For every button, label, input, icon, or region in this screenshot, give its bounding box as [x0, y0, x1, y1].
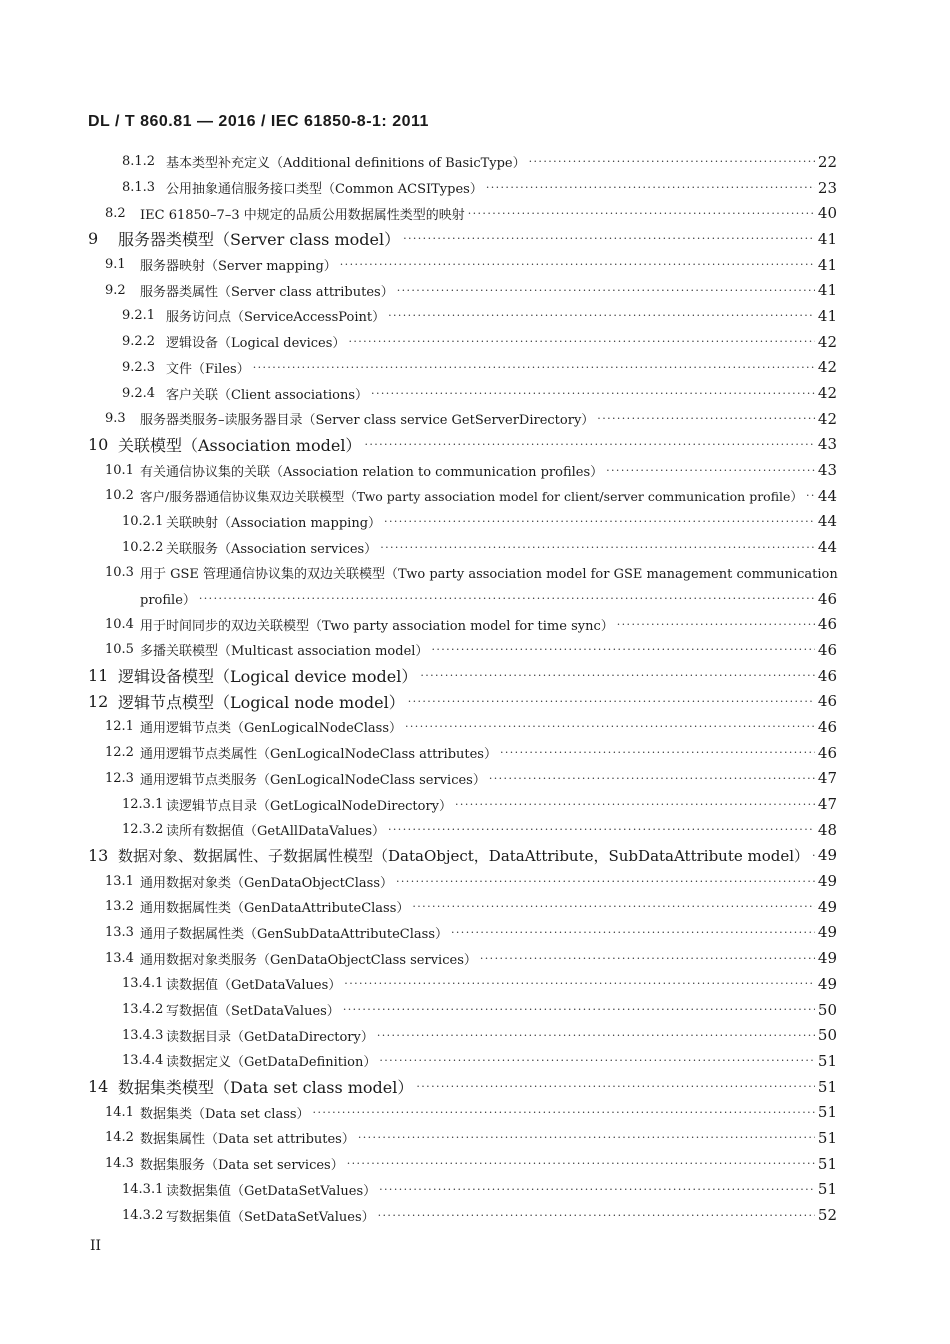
toc-entry-number: 13.4	[105, 950, 134, 966]
toc-entry[interactable]	[0, 303, 950, 329]
toc-entry-title: 用于时间同步的双边关联模型（Two party association model for time sync）	[140, 618, 614, 634]
page-number: II	[90, 1238, 102, 1254]
toc-entry-number: 9.2.3	[122, 359, 156, 375]
toc-entry-title: 关联模型（Association model）	[118, 435, 362, 455]
toc-entry-page: 42	[817, 358, 837, 377]
toc-entry-page: 23	[817, 178, 837, 197]
toc-entry[interactable]	[0, 663, 950, 689]
toc-entry-number: 9.2.4	[122, 385, 156, 401]
dot-leader	[348, 335, 814, 348]
toc-entry-page: 51	[817, 1154, 837, 1173]
toc-entry[interactable]	[0, 997, 950, 1023]
toc-entry[interactable]	[0, 920, 950, 946]
toc-entry-number: 10	[88, 434, 109, 454]
toc-entry-title: 读逻辑节点目录（GetLogicalNodeDirectory）	[166, 798, 453, 814]
toc-entry-number: 12.3.1	[122, 796, 164, 812]
toc-entry-page: 42	[817, 409, 837, 428]
toc-entry-number: 14.1	[105, 1104, 134, 1120]
toc-entry[interactable]	[0, 149, 950, 175]
dot-leader	[412, 900, 815, 913]
toc-entry-number: 10.1	[105, 462, 134, 478]
dot-leader	[340, 258, 815, 271]
toc-entry-title: 数据对象、数据属性、子数据属性模型（DataObject，DataAttribute，SubDataAttribute model）	[118, 846, 810, 865]
toc-entry[interactable]	[0, 483, 950, 509]
toc-entry[interactable]	[0, 740, 950, 766]
toc-entry-number: 14.3.2	[122, 1207, 164, 1223]
dot-leader	[377, 1029, 815, 1042]
toc-entry-page: 52	[817, 1206, 837, 1225]
toc-entry-number: 8.1.2	[122, 154, 156, 170]
dot-leader	[313, 1106, 815, 1119]
toc-entry-number: 13.4.1	[122, 976, 164, 992]
dot-leader	[344, 977, 815, 990]
toc-entry-number: 13.4.4	[122, 1053, 164, 1069]
toc-entry-number: 9	[88, 229, 99, 249]
toc-entry-title: 写数据集值（SetDataSetValues）	[166, 1209, 375, 1225]
dot-leader	[468, 207, 815, 220]
toc-entry-page: 49	[817, 923, 837, 942]
toc-entry-page: 41	[817, 255, 837, 274]
toc-entry-page: 46	[817, 615, 837, 634]
toc-entry-page: 51	[817, 1103, 837, 1122]
toc-entry-title: 数据集类模型（Data set class model）	[118, 1078, 414, 1098]
toc-entry-page: 50	[817, 1000, 837, 1019]
dot-leader	[408, 695, 815, 708]
dot-leader	[380, 541, 815, 554]
toc-entry-number: 10.2.1	[122, 513, 164, 529]
toc-entry-title: 服务器映射（Server mapping）	[140, 259, 337, 275]
toc-entry[interactable]	[0, 380, 950, 406]
dot-leader	[405, 720, 815, 733]
toc-entry-title: 通用逻辑节点类属性（GenLogicalNodeClass attributes）	[140, 747, 497, 763]
dot-leader	[364, 438, 814, 451]
toc-entry-title: 服务器类属性（Server class attributes）	[140, 284, 394, 300]
toc-entry-title: 读数据目录（GetDataDirectory）	[166, 1029, 374, 1045]
dot-leader	[451, 926, 815, 939]
toc-entry-number: 10.5	[105, 642, 134, 658]
toc-entry-page: 49	[817, 872, 837, 891]
toc-entry-number: 10.2	[105, 488, 134, 504]
toc-entry-number: 13.1	[105, 873, 134, 889]
toc-entry-page: 46	[817, 666, 837, 685]
dot-leader	[617, 618, 815, 631]
dot-leader	[396, 875, 815, 888]
toc-entry-title: IEC 61850–7–3 中规定的品质公用数据属性类型的映射	[140, 207, 465, 223]
toc-entry-title-continuation: profile）	[140, 593, 196, 609]
toc-entry[interactable]	[0, 611, 950, 637]
toc-entry-page: 49	[817, 974, 837, 993]
toc-entry[interactable]	[0, 1177, 950, 1203]
toc-entry[interactable]	[0, 1202, 950, 1228]
toc-entry-number: 13.2	[105, 899, 134, 915]
toc-entry-number: 8.2	[105, 205, 126, 221]
toc-entry[interactable]	[0, 406, 950, 432]
toc-entry[interactable]	[0, 766, 950, 792]
dot-leader	[347, 1157, 815, 1170]
toc-entry-title: 数据集服务（Data set services）	[140, 1158, 344, 1174]
toc-entry-title: 读所有数据值（GetAllDataValues）	[166, 824, 385, 840]
toc-entry[interactable]	[0, 1125, 950, 1151]
toc-entry-title: 客户关联（Client associations）	[166, 387, 369, 403]
toc-entry-page: 46	[817, 717, 837, 736]
toc-entry-title: 基本类型补充定义（Additional definitions of BasicType）	[166, 156, 526, 172]
toc-entry-page: 51	[817, 1051, 837, 1070]
dot-leader	[480, 952, 815, 965]
toc-entry-page: 47	[817, 795, 837, 814]
toc-entry-title: 读数据定义（GetDataDefinition）	[166, 1055, 377, 1071]
toc-entry-number: 13.3	[105, 924, 134, 940]
toc-entry[interactable]	[0, 894, 950, 920]
dot-leader	[812, 849, 815, 862]
toc-entry-page: 49	[817, 897, 837, 916]
toc-entry-title: 有关通信协议集的关联（Association relation to communication profiles）	[140, 464, 604, 480]
toc-entry-number: 13.4.2	[122, 1002, 164, 1018]
toc-entry-number: 10.4	[105, 616, 134, 632]
toc-entry-title: 通用数据属性类（GenDataAttributeClass）	[140, 901, 410, 917]
dot-leader	[806, 489, 815, 502]
toc-entry-page: 48	[817, 820, 837, 839]
toc-entry[interactable]	[0, 791, 950, 817]
toc-entry[interactable]	[0, 1099, 950, 1125]
toc-entry-page: 42	[817, 384, 837, 403]
toc-entry-page: 46	[817, 743, 837, 762]
dot-leader	[455, 798, 815, 811]
toc-entry-page: 42	[817, 332, 837, 351]
toc-entry[interactable]	[0, 175, 950, 201]
toc-entry-number: 12.3	[105, 770, 134, 786]
dot-leader	[416, 1080, 815, 1093]
document-header: DL / T 860.81 — 2016 / IEC 61850-8-1: 2011	[88, 113, 429, 130]
toc-entry-title: 逻辑节点模型（Logical node model）	[118, 692, 405, 712]
table-of-contents	[0, 149, 950, 1228]
dot-leader	[199, 592, 815, 605]
toc-entry-title: 关联服务（Association services）	[166, 541, 378, 557]
toc-entry[interactable]	[0, 817, 950, 843]
toc-entry-page: 49	[817, 846, 837, 865]
toc-entry-number: 9.2.2	[122, 334, 156, 350]
toc-entry-number: 10.3	[105, 565, 134, 581]
toc-entry[interactable]	[0, 200, 950, 226]
toc-entry-title: 通用子数据属性类（GenSubDataAttributeClass）	[140, 926, 448, 942]
toc-entry[interactable]	[0, 1151, 950, 1177]
toc-entry[interactable]	[0, 714, 950, 740]
dot-leader	[379, 1054, 815, 1067]
toc-entry[interactable]	[0, 432, 950, 458]
toc-entry-title: 服务器类模型（Server class model）	[118, 230, 401, 250]
toc-entry[interactable]	[0, 868, 950, 894]
toc-entry-page: 51	[817, 1180, 837, 1199]
toc-entry[interactable]	[0, 534, 950, 560]
toc-entry-title: 通用数据对象类（GenDataObjectClass）	[140, 875, 394, 891]
toc-entry[interactable]	[0, 226, 950, 252]
toc-entry[interactable]	[0, 688, 950, 714]
toc-entry-number: 9.1	[105, 257, 126, 273]
toc-entry-title: 数据集类（Data set class）	[140, 1106, 310, 1122]
toc-entry-title: 数据集属性（Data set attributes）	[140, 1132, 355, 1148]
toc-entry-number: 11	[88, 666, 109, 686]
toc-entry-title: 多播关联模型（Multicast association model）	[140, 644, 429, 660]
dot-leader	[500, 746, 815, 759]
toc-entry[interactable]	[0, 457, 950, 483]
toc-entry-number: 8.1.3	[122, 180, 156, 196]
toc-entry[interactable]	[0, 1048, 950, 1074]
toc-entry-number: 14.2	[105, 1130, 134, 1146]
dot-leader	[388, 309, 815, 322]
toc-entry-page: 41	[817, 306, 837, 325]
toc-entry[interactable]	[0, 355, 950, 381]
toc-entry-title: 读数据集值（GetDataSetValues）	[166, 1183, 377, 1199]
toc-entry-title: 写数据值（SetDataValues）	[166, 1004, 340, 1020]
toc-entry-title: 公用抽象通信服务接口类型（Common ACSITypes）	[166, 182, 483, 198]
toc-entry[interactable]	[0, 329, 950, 355]
dot-leader	[379, 1183, 815, 1196]
toc-entry-page: 44	[817, 512, 837, 531]
dot-leader	[529, 155, 815, 168]
dot-leader	[253, 361, 815, 374]
toc-entry[interactable]	[0, 637, 950, 663]
toc-entry-number: 14	[88, 1077, 109, 1097]
toc-entry-number: 12	[88, 691, 109, 711]
toc-entry-number: 12.3.2	[122, 822, 164, 838]
toc-entry-title: 通用逻辑节点类（GenLogicalNodeClass）	[140, 721, 402, 737]
toc-entry-title: 通用逻辑节点类服务（GenLogicalNodeClass services）	[140, 772, 486, 788]
toc-entry-number: 12.1	[105, 719, 134, 735]
toc-entry-title: 关联映射（Association mapping）	[166, 515, 382, 531]
toc-entry-title: 读数据值（GetDataValues）	[166, 978, 342, 994]
dot-leader	[420, 669, 815, 682]
toc-entry-page: 44	[817, 538, 837, 557]
toc-entry-number: 9.3	[105, 411, 126, 427]
toc-entry-title: 用于 GSE 管理通信协议集的双边关联模型（Two party association model for GSE management communication	[140, 567, 838, 583]
dot-leader	[606, 464, 815, 477]
toc-entry[interactable]	[0, 509, 950, 535]
toc-entry-page: 41	[817, 281, 837, 300]
toc-entry-page: 41	[817, 229, 837, 248]
dot-leader	[384, 515, 815, 528]
toc-entry-title: 服务访问点（ServiceAccessPoint）	[166, 310, 386, 326]
toc-entry-page: 51	[817, 1077, 837, 1096]
toc-entry[interactable]	[0, 560, 950, 586]
toc-entry-number: 13.4.3	[122, 1027, 164, 1043]
dot-leader	[489, 772, 815, 785]
dot-leader	[431, 643, 814, 656]
dot-leader	[343, 1003, 815, 1016]
dot-leader	[403, 232, 815, 245]
toc-entry-number: 10.2.2	[122, 539, 164, 555]
toc-entry-page: 49	[817, 949, 837, 968]
toc-entry-title: 客户/服务器通信协议集双边关联模型（Two party association model for client/server communication profile）	[140, 488, 803, 504]
dot-leader	[486, 181, 815, 194]
toc-entry-page: 44	[817, 486, 837, 505]
toc-entry[interactable]	[0, 843, 950, 869]
toc-entry-continuation[interactable]	[0, 586, 950, 612]
dot-leader	[358, 1131, 815, 1144]
toc-entry-page: 50	[817, 1026, 837, 1045]
toc-entry[interactable]	[0, 971, 950, 997]
dot-leader	[371, 387, 815, 400]
toc-entry[interactable]	[0, 277, 950, 303]
toc-entry[interactable]	[0, 252, 950, 278]
dot-leader	[388, 823, 815, 836]
toc-entry-title: 逻辑设备（Logical devices）	[166, 336, 346, 352]
toc-entry-page: 43	[817, 461, 837, 480]
toc-entry-title: 文件（Files）	[166, 361, 250, 377]
toc-entry[interactable]	[0, 945, 950, 971]
toc-entry[interactable]	[0, 1074, 950, 1100]
toc-entry-page: 51	[817, 1128, 837, 1147]
toc-entry-page: 46	[817, 640, 837, 659]
toc-entry-number: 14.3.1	[122, 1181, 164, 1197]
toc-entry-page: 46	[817, 692, 837, 711]
toc-entry[interactable]	[0, 1022, 950, 1048]
toc-entry-number: 14.3	[105, 1156, 134, 1172]
toc-entry-number: 9.2	[105, 282, 126, 298]
dot-leader	[597, 412, 815, 425]
toc-entry-page: 47	[817, 769, 837, 788]
toc-entry-title: 逻辑设备模型（Logical device model）	[118, 667, 418, 687]
toc-entry-page: 22	[817, 152, 837, 171]
dot-leader	[378, 1209, 815, 1222]
dot-leader	[397, 284, 815, 297]
toc-entry-number: 12.2	[105, 745, 134, 761]
toc-entry-page: 43	[817, 435, 837, 454]
toc-entry-title: 通用数据对象类服务（GenDataObjectClass services）	[140, 952, 477, 968]
toc-entry-page: 46	[817, 589, 837, 608]
toc-entry-title: 服务器类服务–读服务器目录（Server class service GetServerDirectory）	[140, 413, 595, 429]
toc-entry-page: 40	[817, 204, 837, 223]
toc-entry-number: 13	[88, 845, 109, 865]
toc-entry-number: 9.2.1	[122, 308, 156, 324]
